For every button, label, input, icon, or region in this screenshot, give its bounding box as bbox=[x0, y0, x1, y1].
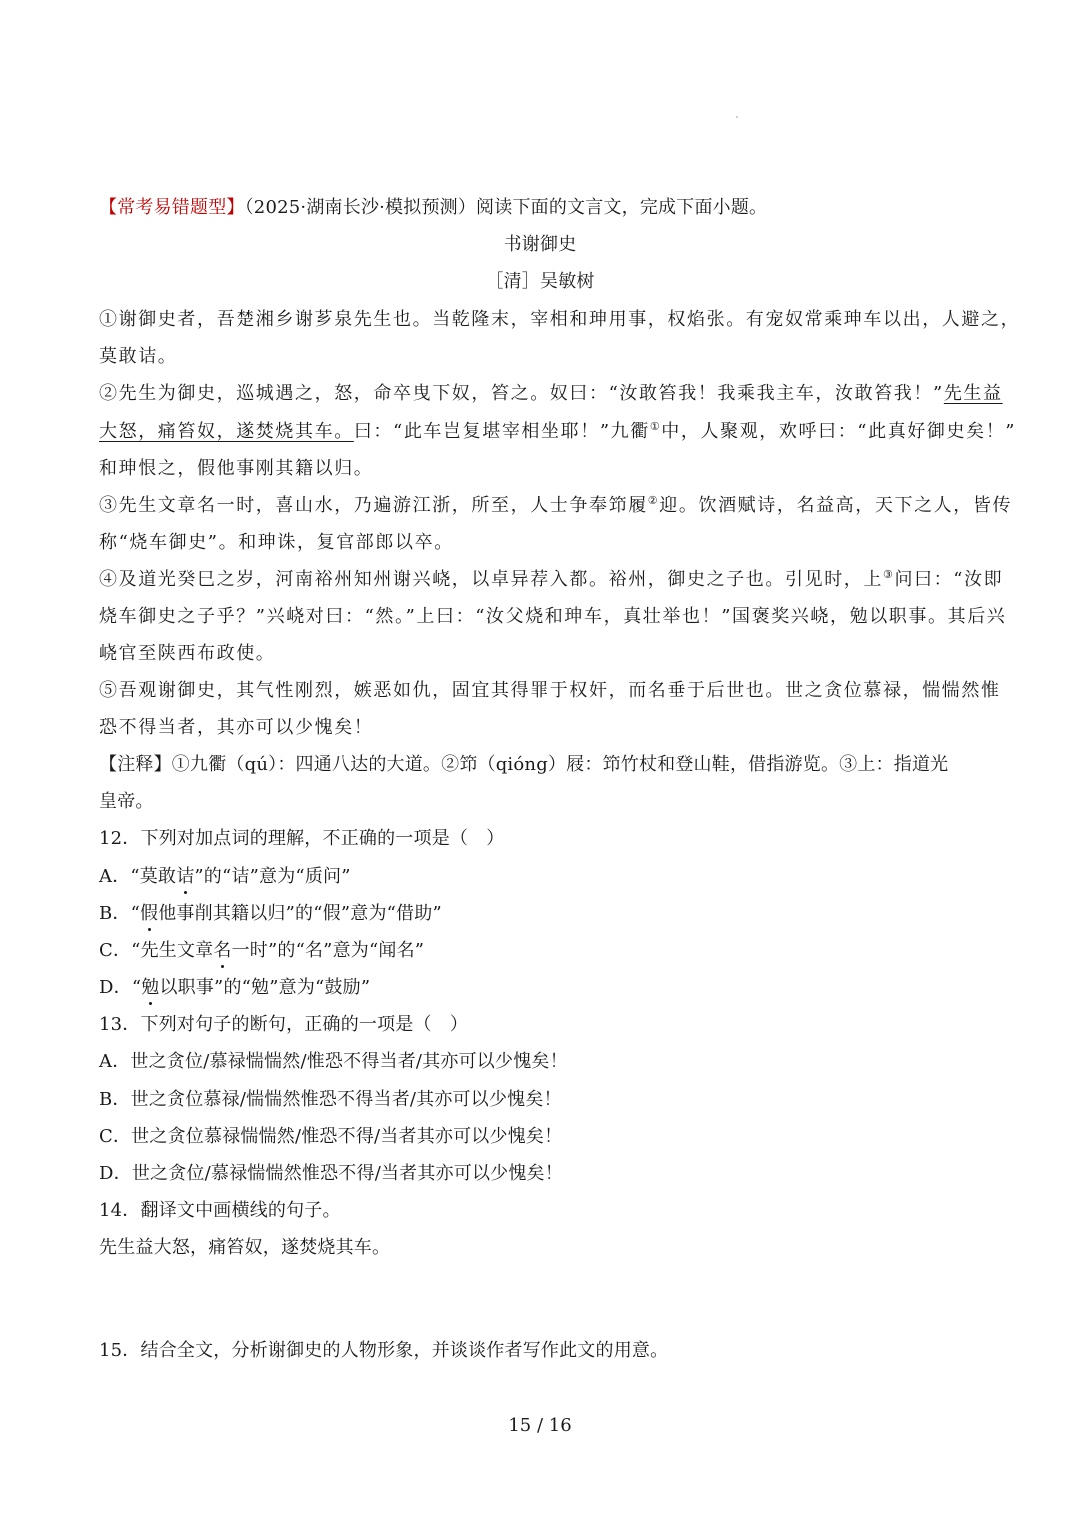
option-text: 一时”的“名”意为“闻名” bbox=[231, 940, 425, 961]
paragraph-3-text: 迎。饮酒赋诗，名益高，天下之人，皆传 bbox=[659, 495, 1013, 516]
question-12-option-d bbox=[99, 976, 983, 1000]
paragraph-4-text: 问曰：“汝即 bbox=[894, 569, 1004, 590]
paragraph-5-line-1: ⑤吾观谢御史，其气性刚烈，嫉恶如仇，固宜其得罪于权奸，而名垂于后世也。世之贪位慕禄，惴惴然惟 bbox=[99, 680, 1001, 701]
question-12-stem: 12．下列对加点词的理解，不正确的一项是（ ） bbox=[99, 828, 505, 849]
question-15-stem: 15．结合全文，分析谢御史的人物形象，并谈谈作者写作此文的用意。 bbox=[99, 1340, 669, 1361]
emphasis-dot-word: 名 bbox=[213, 940, 232, 961]
paragraph-2-text: 曰：“此车岂复堪宰相坐耶！”九衢 bbox=[353, 421, 650, 442]
paragraph-2-text: 中，人聚观，欢呼曰：“此真好御史矣！” bbox=[661, 421, 1017, 442]
emphasis-dot-word: 假 bbox=[140, 903, 159, 924]
paragraph-1-line-1: ①谢御史者，吾楚湘乡谢芗泉先生也。当乾隆末，宰相和珅用事，权焰张。有宠奴常乘珅车以出，人避之， bbox=[99, 309, 1021, 330]
passage-title: 书谢御史 bbox=[503, 234, 577, 255]
option-text: 以职事”的“勉”意为“鼓励” bbox=[159, 977, 371, 998]
scan-speck bbox=[736, 116, 738, 118]
question-12-option-c bbox=[99, 939, 983, 963]
underlined-sentence-part-1: 先生益 bbox=[943, 383, 1003, 404]
option-text: D．“ bbox=[99, 977, 142, 998]
paragraph-5-line-2: 恐不得当者，其亦可以少愧矣！ bbox=[99, 717, 374, 738]
question-intro bbox=[99, 196, 983, 220]
option-text: B．“ bbox=[99, 903, 141, 924]
paragraph-3-text: ③先生文章名一时，喜山水，乃遍游江浙，所至，人士争奉笻履 bbox=[99, 495, 648, 516]
question-12-option-b bbox=[99, 902, 983, 926]
question-13-option-a: A．世之贪位/慕禄惴惴然/惟恐不得当者/其亦可以少愧矣！ bbox=[99, 1051, 568, 1072]
paragraph-2-line-2 bbox=[99, 420, 1017, 444]
emphasis-dot-word: 诘 bbox=[176, 866, 195, 887]
note-ref-1: ① bbox=[649, 420, 662, 433]
paragraph-4-text: ④及道光癸巳之岁，河南裕州知州谢兴峣，以卓异荐入都。裕州，御史之子也。引见时，上 bbox=[99, 569, 883, 590]
passage-author: ［清］吴敏树 bbox=[485, 271, 595, 292]
paragraph-2-text: ②先生为御史，巡城遇之，怒，命卒曳下奴，笞之。奴曰：“汝敢笞我！我乘我主车，汝敢笞我！” bbox=[99, 383, 944, 404]
paragraph-2-line-3: 和珅恨之，假他事刚其籍以归。 bbox=[99, 458, 374, 479]
paragraph-1-line-2: 莫敢诘。 bbox=[99, 346, 178, 367]
question-13-option-d: D．世之贪位/慕禄惴惴然惟恐不得/当者其亦可以少愧矣！ bbox=[99, 1163, 563, 1184]
paragraph-4-line-1 bbox=[99, 568, 1004, 592]
option-text: C．“先生文章 bbox=[99, 940, 214, 961]
paragraph-3-line-1 bbox=[99, 494, 1013, 518]
note-ref-3: ③ bbox=[883, 568, 895, 581]
emphasis-dot-word: 勉 bbox=[141, 977, 160, 998]
option-text: A．“莫敢 bbox=[99, 866, 177, 887]
page-number: 15 / 16 bbox=[508, 1415, 572, 1436]
paragraph-4-line-2: 烧车御史之子乎？”兴峣对曰：“然。”上曰：“汝父烧和珅车，真壮举也！”国褒奖兴峣，勉以职事。其后兴 bbox=[99, 606, 1007, 627]
question-14-stem: 14．翻译文中画横线的句子。 bbox=[99, 1200, 341, 1221]
intro-text: （2025·湖南长沙·模拟预测）阅读下面的文言文，完成下面小题。 bbox=[244, 197, 768, 218]
option-text: 他事削其籍以归”的“假”意为“借助” bbox=[158, 903, 442, 924]
notes-line-2: 皇帝。 bbox=[99, 791, 154, 812]
question-13-stem: 13．下列对句子的断句，正确的一项是（ ） bbox=[99, 1014, 469, 1035]
paragraph-2-line-1 bbox=[99, 382, 1003, 406]
note-ref-2: ② bbox=[647, 494, 660, 507]
option-text: ”的“诘”意为“质问” bbox=[194, 866, 351, 887]
question-14-sentence: 先生益大怒，痛笞奴，遂焚烧其车。 bbox=[99, 1237, 391, 1258]
question-13-option-b: B．世之贪位慕禄/惴惴然惟恐不得当者/其亦可以少愧矣！ bbox=[99, 1089, 562, 1110]
paragraph-3-line-2: 称“烧车御史”。和珅诛，复官部郎以卒。 bbox=[99, 532, 454, 553]
question-type-tag: 【常考易错题型】 bbox=[99, 197, 245, 218]
question-12-option-a bbox=[99, 865, 983, 889]
underlined-sentence-part-2: 大怒，痛笞奴，遂焚烧其车。 bbox=[99, 421, 354, 442]
paragraph-4-line-3: 峣官至陕西布政使。 bbox=[99, 643, 276, 664]
question-13-option-c: C．世之贪位慕禄惴惴然/惟恐不得/当者其亦可以少愧矣！ bbox=[99, 1126, 563, 1147]
notes-line-1: 【注释】①九衢（qú）：四通八达的大道。②笻（qióng）屐：笻竹杖和登山鞋，借指游览。③上：指道光 bbox=[99, 754, 949, 775]
